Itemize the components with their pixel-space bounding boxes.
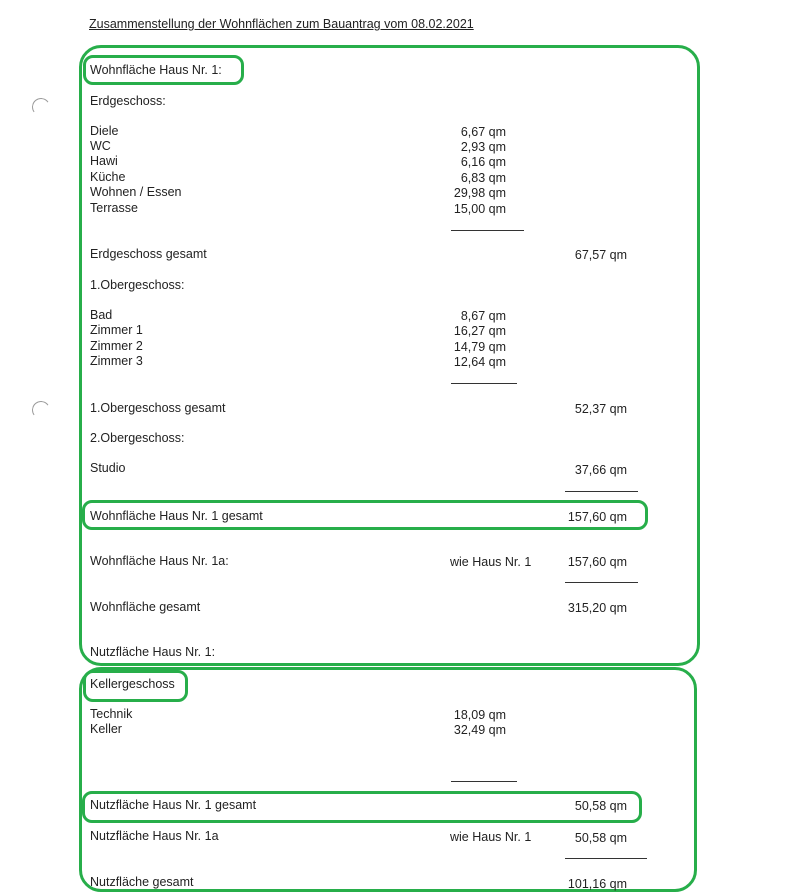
nutzflaeche-grand-value: 101,16 qm	[567, 877, 627, 891]
wohnflaeche-grand-label: Wohnfläche gesamt	[90, 600, 201, 614]
nutzflaeche-total-value: 50,58 qm	[574, 799, 627, 813]
house-1a-label: Wohnfläche Haus Nr. 1a:	[90, 554, 229, 568]
floor-total-label: Erdgeschoss gesamt	[90, 247, 207, 261]
room-area: 12,64 qm	[453, 355, 506, 369]
floor-total-value: 52,37 qm	[574, 402, 627, 416]
room-area: 8,67 qm	[460, 309, 506, 323]
room-area: 18,09 qm	[453, 708, 506, 722]
room-area: 15,00 qm	[453, 202, 506, 216]
nutzflaeche-grand-label: Nutzfläche gesamt	[90, 875, 194, 889]
room-name: Hawi	[90, 154, 118, 168]
room-name: Zimmer 1	[90, 323, 143, 337]
room-area: 14,79 qm	[453, 340, 506, 354]
highlight-section-wohnflaeche	[79, 45, 700, 666]
subtotal-rule	[451, 230, 524, 231]
floor-heading-obergeschoss-1: 1.Obergeschoss:	[90, 278, 185, 292]
floor-total-value: 67,57 qm	[574, 248, 627, 262]
room-name: Wohnen / Essen	[90, 185, 182, 199]
room-area: 16,27 qm	[453, 324, 506, 338]
room-area: 2,93 qm	[460, 140, 506, 154]
total-rule	[565, 858, 647, 859]
room-name: WC	[90, 139, 111, 153]
room-name: Keller	[90, 722, 122, 736]
nutzflaeche-1a-label: Nutzfläche Haus Nr. 1a	[90, 829, 219, 843]
room-name: Technik	[90, 707, 133, 721]
room-name: Bad	[90, 308, 113, 322]
nutzflaeche-1a-note: wie Haus Nr. 1	[450, 830, 532, 844]
subtotal-rule	[451, 383, 517, 384]
house-1a-note: wie Haus Nr. 1	[450, 555, 532, 569]
floor-heading-erdgeschoss: Erdgeschoss:	[90, 94, 166, 108]
room-name: Küche	[90, 170, 126, 184]
total-rule	[565, 582, 638, 583]
section-heading-keller: Kellergeschoss	[90, 677, 175, 691]
wohnflaeche-grand-value: 315,20 qm	[567, 601, 627, 615]
floor-total-value: 37,66 qm	[574, 463, 627, 477]
punch-hole-top	[31, 97, 52, 118]
room-name: Diele	[90, 124, 119, 138]
room-name: Zimmer 2	[90, 339, 143, 353]
room-area: 6,16 qm	[460, 155, 506, 169]
punch-hole-bottom	[31, 400, 52, 421]
document-title: Zusammenstellung der Wohnflächen zum Bauantrag vom 08.02.2021	[89, 17, 474, 31]
room-area: 29,98 qm	[453, 186, 506, 200]
house-total-value: 157,60 qm	[567, 510, 627, 524]
room-name: Studio	[90, 461, 126, 475]
house-total-label: Wohnfläche Haus Nr. 1 gesamt	[90, 509, 263, 523]
room-area: 32,49 qm	[453, 723, 506, 737]
nutzflaeche-total-label: Nutzfläche Haus Nr. 1 gesamt	[90, 798, 257, 812]
room-area: 6,67 qm	[460, 125, 506, 139]
section-heading-wohnflaeche: Wohnfläche Haus Nr. 1:	[90, 63, 222, 77]
nutzflaeche-heading: Nutzfläche Haus Nr. 1:	[90, 645, 216, 659]
room-name: Terrasse	[90, 201, 138, 215]
subtotal-rule	[451, 781, 517, 782]
floor-total-label: 1.Obergeschoss gesamt	[90, 401, 226, 415]
nutzflaeche-1a-value: 50,58 qm	[574, 831, 627, 845]
floor-heading-obergeschoss-2: 2.Obergeschoss:	[90, 431, 185, 445]
room-name: Zimmer 3	[90, 354, 143, 368]
house-1a-value: 157,60 qm	[567, 555, 627, 569]
room-area: 6,83 qm	[460, 171, 506, 185]
total-rule	[565, 491, 638, 492]
